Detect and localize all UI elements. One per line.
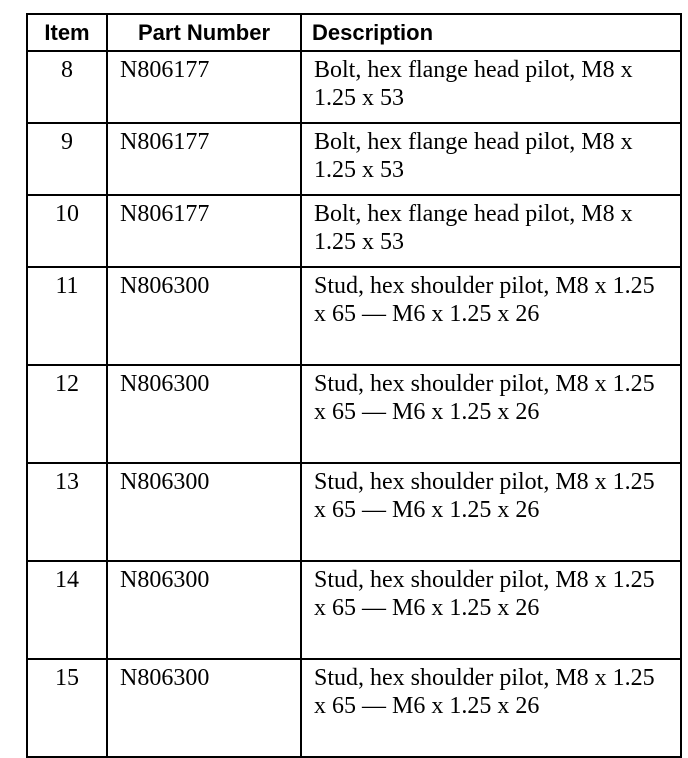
- part-number: N806177: [107, 123, 301, 195]
- part-description: Bolt, hex flange head pilot, M8 x 1.25 x 53: [301, 51, 681, 123]
- item-number: 15: [27, 659, 107, 757]
- table-row: [27, 51, 681, 123]
- description-column-header: Description: [301, 14, 681, 51]
- part-number: N806300: [107, 659, 301, 757]
- part-number: N806177: [107, 51, 301, 123]
- part-number: N806300: [107, 267, 301, 365]
- part-description: Bolt, hex flange head pilot, M8 x 1.25 x 53: [301, 195, 681, 267]
- table-row: [27, 561, 681, 659]
- item-number: 12: [27, 365, 107, 463]
- item-number: 8: [27, 51, 107, 123]
- part-number-column-header: Part Number: [107, 14, 301, 51]
- table-row: [27, 365, 681, 463]
- item-column-header: Item: [27, 14, 107, 51]
- part-description: Stud, hex shoulder pilot, M8 x 1.25 x 65 — M6 x 1.25 x 26: [301, 267, 681, 365]
- item-number: 14: [27, 561, 107, 659]
- part-description: Stud, hex shoulder pilot, M8 x 1.25 x 65 — M6 x 1.25 x 26: [301, 463, 681, 561]
- table-row: [27, 267, 681, 365]
- part-number: N806300: [107, 365, 301, 463]
- part-description: Stud, hex shoulder pilot, M8 x 1.25 x 65 — M6 x 1.25 x 26: [301, 365, 681, 463]
- item-number: 11: [27, 267, 107, 365]
- header-row: [27, 14, 681, 51]
- item-number: 9: [27, 123, 107, 195]
- item-number: 13: [27, 463, 107, 561]
- table-row: [27, 123, 681, 195]
- table-row: [27, 463, 681, 561]
- part-description: Stud, hex shoulder pilot, M8 x 1.25 x 65 — M6 x 1.25 x 26: [301, 659, 681, 757]
- part-number: N806300: [107, 561, 301, 659]
- parts-table: [26, 13, 682, 758]
- table-row: [27, 195, 681, 267]
- part-number: N806177: [107, 195, 301, 267]
- part-description: Bolt, hex flange head pilot, M8 x 1.25 x 53: [301, 123, 681, 195]
- part-number: N806300: [107, 463, 301, 561]
- table-row: [27, 659, 681, 757]
- item-number: 10: [27, 195, 107, 267]
- part-description: Stud, hex shoulder pilot, M8 x 1.25 x 65 — M6 x 1.25 x 26: [301, 561, 681, 659]
